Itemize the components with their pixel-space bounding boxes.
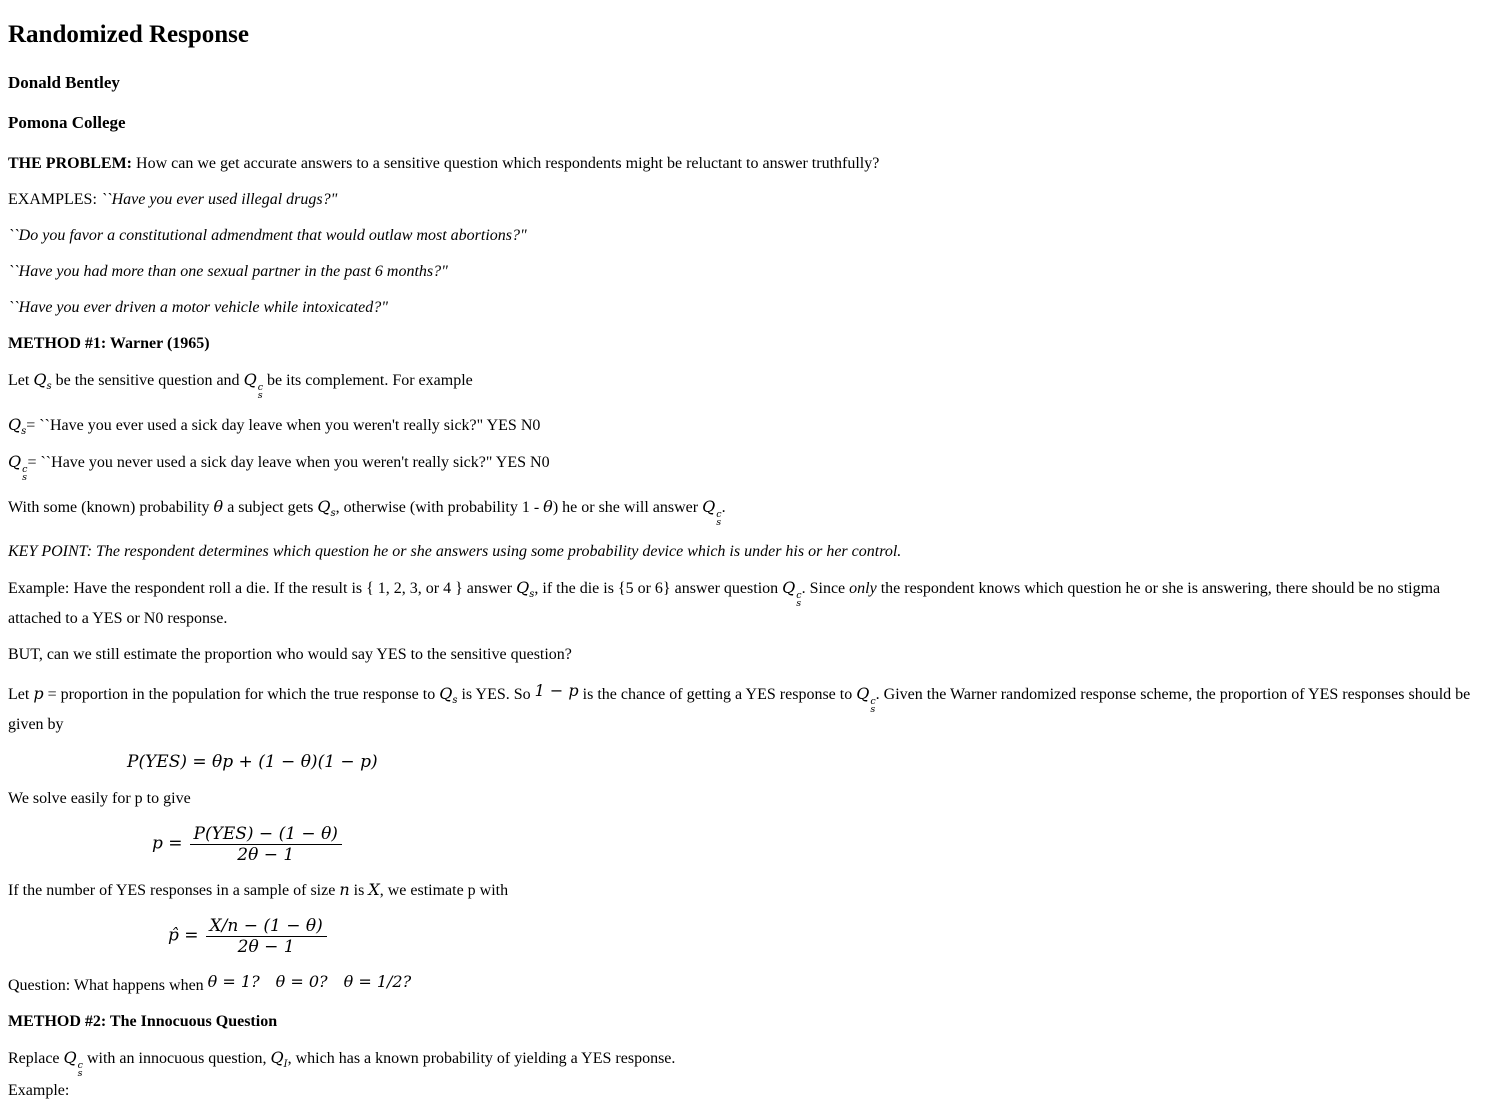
math-var-q: Q [782, 578, 796, 597]
example-question-2: ``Do you favor a constitutional admendment that would outlaw most abortions?" [8, 227, 527, 244]
text-segment: = ``Have you ever used a sick day leave when you weren't really sick?" YES N0 [26, 417, 541, 434]
math-sub-s: s [22, 472, 28, 483]
text-segment: , we estimate p with [379, 882, 509, 899]
example-cutoff: Example: [8, 1082, 70, 1099]
text-segment: is YES. So [457, 686, 535, 703]
math-sub-s: s [529, 589, 535, 601]
math-theta: θ [543, 497, 553, 516]
equation-p-solution [152, 824, 1488, 865]
key-point: KEY POINT: The respondent determines which question he or she answers using some probability device which is under his or her control. [8, 543, 902, 560]
fraction-denominator: 2θ − 1 [190, 844, 342, 865]
math-sup-c: c [22, 464, 28, 475]
document [8, 20, 1488, 1102]
math-sub-i: I [283, 1059, 288, 1071]
math-sub-s: s [257, 390, 263, 401]
method2-heading: METHOD #2: The Innocuous Question [8, 1013, 278, 1030]
text-segment: , if the die is {5 or 6} answer question [534, 580, 783, 597]
math-sup-c: c [796, 590, 802, 601]
math-equation: P(YES) = θp + (1 − θ)(1 − p) [127, 752, 378, 772]
text-segment: ) he or she will answer [552, 499, 703, 516]
math-n: n [339, 880, 350, 899]
text-segment: is the chance of getting a YES response to [578, 686, 857, 703]
math-var-q: Q [243, 370, 257, 389]
text-segment: If the number of YES responses in a sample of size [8, 882, 340, 899]
problem-label: THE PROBLEM: [8, 155, 133, 172]
example-question-2-paragraph [8, 225, 1488, 247]
example-question-3: ``Have you had more than one sexual partner in the past 6 months?" [8, 263, 448, 280]
math-sup-c: c [716, 509, 722, 520]
math-var-q: Q [33, 370, 47, 389]
text-segment: , which has a known probability of yielding a YES response. [287, 1050, 676, 1067]
complement-question-definition [8, 451, 1488, 482]
math-sub-s: s [796, 598, 802, 609]
question-line [8, 971, 1488, 997]
math-q-sub-s-sup-c [243, 370, 264, 401]
text-segment: = proportion in the population for which the true response to [43, 686, 440, 703]
math-x: X [368, 880, 380, 899]
math-var-q: Q [516, 578, 530, 597]
fraction-numerator: X/n − (1 − θ) [209, 916, 323, 936]
text-segment: Replace [8, 1050, 64, 1067]
text-segment: is [349, 882, 369, 899]
math-var-q: Q [317, 497, 331, 516]
math-one-minus-p: 1 − p [534, 681, 579, 700]
sensitive-question-definition [8, 414, 1488, 437]
problem-text: How can we get accurate answers to a sensitive question which respondents might be reluctant to answer truthfully? [132, 155, 880, 172]
examples-label: EXAMPLES: [8, 191, 101, 208]
equation-p-yes [127, 750, 1488, 774]
sample-paragraph [8, 879, 1488, 902]
emphasis-only: only [849, 580, 877, 597]
math-sub-s: s [46, 381, 52, 393]
math-theta: θ [213, 497, 224, 516]
die-example-paragraph [8, 577, 1488, 630]
math-p: p [33, 684, 44, 703]
fraction-denominator: 2θ − 1 [206, 936, 327, 957]
math-var-q: Q [270, 1048, 284, 1067]
fraction-numerator: P(YES) − (1 − θ) [193, 824, 338, 844]
author: Donald Bentley [8, 73, 120, 92]
math-var-q: Q [8, 452, 22, 471]
example-question-4-paragraph [8, 297, 1488, 319]
problem-paragraph [8, 153, 1488, 175]
but-question: BUT, can we still estimate the proportion who would say YES to the sensitive question? [8, 646, 572, 663]
example-question-4: ``Have you ever driven a motor vehicle while intoxicated?" [8, 299, 388, 316]
math-sub-s: s [21, 426, 27, 438]
math-sup-c: c [77, 1060, 83, 1071]
text-segment: Let [8, 686, 34, 703]
text-segment: Question: What happens when [8, 977, 208, 994]
text-segment: Let [8, 372, 34, 389]
math-var-q: Q [8, 415, 22, 434]
math-q-sub-s-sup-c [782, 578, 802, 609]
math-var-q: Q [856, 684, 870, 703]
example-question-1: ``Have you ever used illegal drugs?" [100, 191, 338, 208]
math-var-q: Q [63, 1048, 77, 1067]
text-segment: be its complement. For example [263, 372, 473, 389]
math-sub-s: s [870, 704, 876, 715]
math-sub-s: s [330, 508, 336, 520]
math-sup-c: c [870, 696, 876, 707]
math-q-sub-s-sup-c [856, 684, 876, 715]
math-q-sub-i [270, 1048, 288, 1071]
probability-paragraph [8, 496, 1488, 527]
method1-heading: METHOD #1: Warner (1965) [8, 335, 210, 352]
math-sub-s: s [77, 1068, 83, 1079]
text-segment: be the sensitive question and [51, 372, 244, 389]
math-lhs-p-hat: p̂ = [168, 925, 199, 946]
text-segment: with an innocuous question, [82, 1050, 271, 1067]
math-var-q: Q [439, 684, 453, 703]
math-q-sub-s [439, 684, 458, 707]
replace-paragraph [8, 1047, 1488, 1078]
math-q-sub-s-sup-c [63, 1048, 83, 1079]
text-segment: . [721, 499, 726, 516]
example-question-3-paragraph [8, 261, 1488, 283]
math-q-sub-s [317, 497, 336, 520]
math-q-sub-s-sup-c [702, 497, 722, 528]
math-theta-cases: θ = 1? θ = 0? θ = 1/2? [207, 972, 412, 991]
page-title: Randomized Response [8, 21, 249, 48]
math-sup-c: c [257, 382, 264, 393]
affiliation: Pomona College [8, 113, 126, 132]
math-var-q: Q [702, 497, 716, 516]
text-segment: . Given the Warner randomized response scheme, the proportion of YES responses should be given by [8, 686, 1471, 733]
math-q-sub-s [33, 370, 52, 393]
math-q-sub-s [8, 415, 27, 438]
math-lhs-p: p = [152, 833, 183, 854]
solve-line: We solve easily for p to give [8, 790, 191, 807]
examples-intro [8, 189, 1488, 211]
math-q-sub-s-sup-c [8, 452, 28, 483]
text-segment: the respondent knows which question he or she is answering, there should be no stigma attached to a YES or N0 response. [8, 580, 1441, 627]
math-q-sub-s [516, 578, 535, 601]
text-segment: . Since [801, 580, 850, 597]
text-segment: = ``Have you never used a sick day leave when you weren't really sick?" YES N0 [27, 454, 550, 471]
text-segment: a subject gets [223, 499, 318, 516]
math-sub-s: s [452, 695, 458, 707]
fraction [190, 824, 342, 865]
method1-intro [8, 369, 1488, 400]
math-sub-s: s [716, 517, 722, 528]
text-segment: Example: Have the respondent roll a die. If the result is { 1, 2, 3, or 4 } answer [8, 580, 517, 597]
text-segment: With some (known) probability [8, 499, 214, 516]
proportion-paragraph [8, 680, 1488, 736]
fraction [206, 916, 327, 957]
text-segment: , otherwise (with probability 1 - [335, 499, 544, 516]
equation-p-hat [168, 916, 1488, 957]
